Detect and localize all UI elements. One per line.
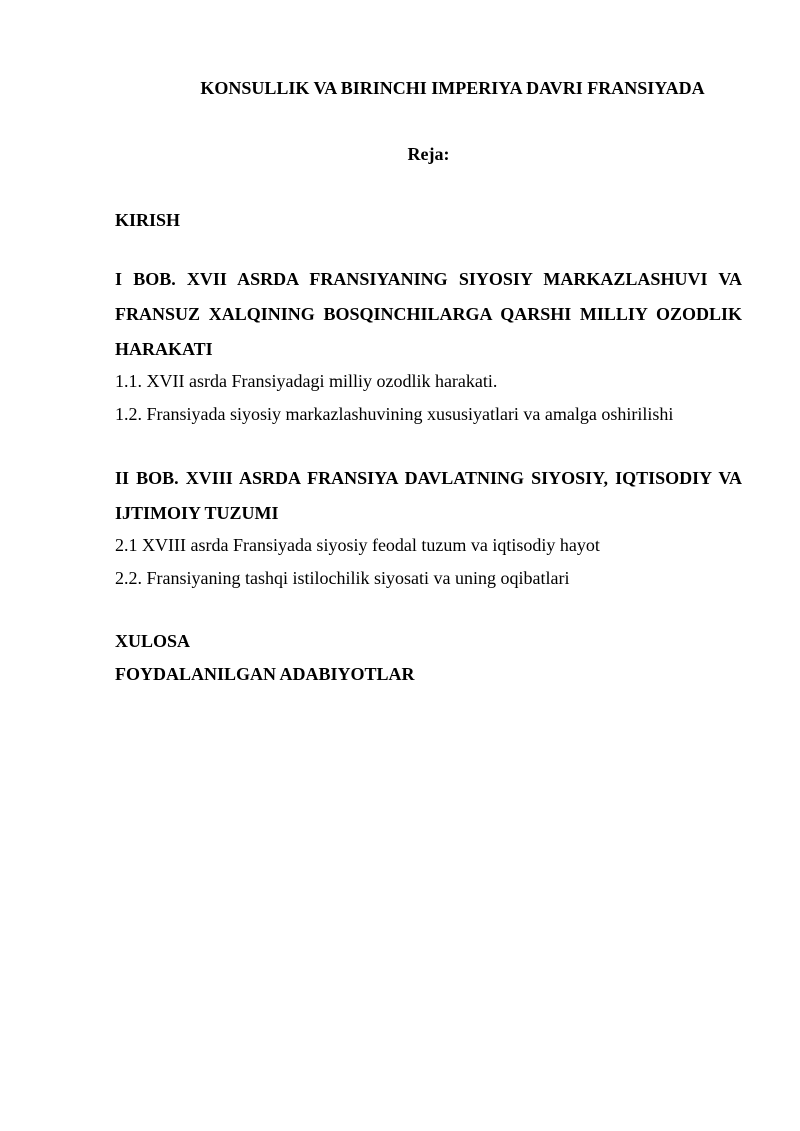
document-title: KONSULLIK VA BIRINCHI IMPERIYA DAVRI FRANSIYADA xyxy=(200,78,705,98)
section-1-1: 1.1. XVII asrda Fransiyadagi milliy ozodlik harakati. xyxy=(115,371,498,391)
document-content xyxy=(115,74,742,691)
section-1-2: 1.2. Fransiyada siyosiy markazlashuvining xususiyatlari va amalga oshirilishi xyxy=(115,404,674,424)
chapter-1-heading: I BOB. XVII ASRDA FRANSIYANING SIYOSIY MARKAZLASHUVI VA FRANSUZ XALQINING BOSQINCHILARGA QARSHI MILLIY OZODLIK HARAKATI xyxy=(115,269,742,359)
section-2-2: 2.2. Fransiyaning tashqi istilochilik siyosati va uning oqibatlari xyxy=(115,568,570,588)
references-heading: FOYDALANILGAN ADABIYOTLAR xyxy=(115,664,415,684)
chapter-2-heading: II BOB. XVIII ASRDA FRANSIYA DAVLATNING SIYOSIY, IQTISODIY VA IJTIMOIY TUZUMI xyxy=(115,468,742,523)
intro-heading: KIRISH xyxy=(115,210,181,230)
plan-label: Reja: xyxy=(407,144,450,164)
conclusion-heading: XULOSA xyxy=(115,631,191,651)
section-2-1: 2.1 XVIII asrda Fransiyada siyosiy feodal tuzum va iqtisodiy hayot xyxy=(115,535,600,555)
